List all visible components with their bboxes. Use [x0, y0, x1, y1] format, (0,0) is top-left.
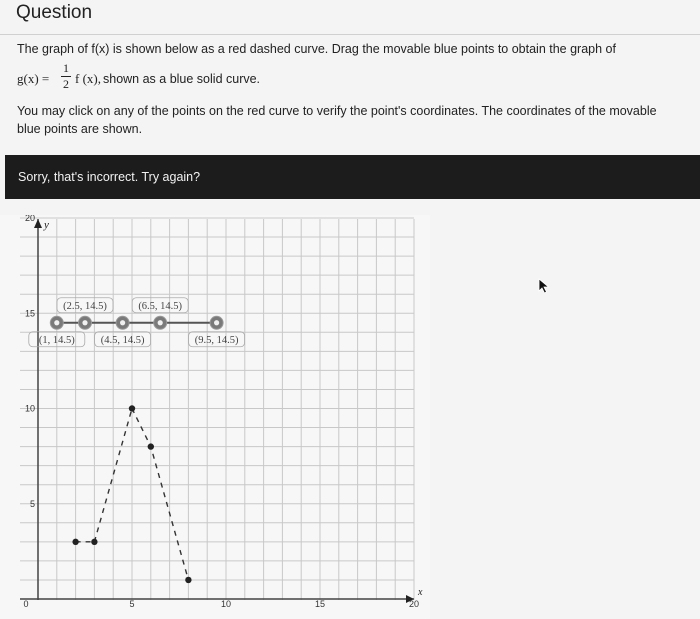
x-tick-label: 5: [129, 599, 135, 609]
red-curve-point[interactable]: [91, 539, 97, 545]
formula-lhs: g(x) =: [17, 71, 50, 86]
graph-canvas[interactable]: [0, 215, 430, 619]
fraction: [61, 62, 71, 91]
red-curve-point[interactable]: [148, 443, 154, 449]
formula-rest: shown as a blue solid curve.: [103, 72, 261, 86]
red-curve-point[interactable]: [129, 405, 135, 411]
prompt-line1: The graph of f(x) is shown below as a red dashed curve. Drag the movable blue points to obtain the graph of: [17, 42, 616, 56]
fraction-numerator: 1: [63, 61, 69, 75]
formula-f: f (x),: [75, 71, 101, 86]
coordinate-label: (2.5, 14.5): [63, 300, 107, 312]
coordinate-label: (9.5, 14.5): [194, 334, 239, 346]
question-header: [0, 0, 700, 35]
x-tick-label: 10: [220, 599, 232, 609]
red-curve-point[interactable]: [72, 539, 78, 545]
fraction-denominator: 2: [63, 77, 69, 91]
coordinate-label: (1, 14.5): [38, 334, 75, 346]
movable-point-center: [120, 320, 125, 325]
feedback-banner: [5, 155, 700, 199]
x-tick-label: 20: [408, 599, 420, 609]
movable-point-center: [54, 320, 59, 325]
y-tick-label: 5: [29, 498, 35, 509]
feedback-message: Sorry, that's incorrect. Try again?: [18, 170, 201, 184]
question-title: Question: [16, 2, 93, 23]
movable-point-center: [158, 320, 163, 325]
movable-point-center: [82, 320, 87, 325]
coordinate-label: (4.5, 14.5): [100, 334, 145, 346]
prompt-paragraph2: You may click on any of the points on the red curve to verify the point's coordinates. The coordinates of the movable blue points are shown.: [17, 104, 657, 137]
y-tick-label: 20: [24, 215, 35, 223]
coordinate-label: (6.5, 14.5): [138, 300, 183, 312]
y-tick-label: 10: [24, 403, 35, 414]
x-axis-label: x: [418, 587, 423, 598]
x-tick-label: 15: [314, 599, 326, 609]
y-axis-label: y: [44, 219, 49, 231]
red-curve-point[interactable]: [185, 577, 191, 583]
x-tick-label: 0: [23, 599, 29, 609]
mouse-cursor-icon: [538, 278, 550, 294]
y-tick-label: 15: [24, 308, 35, 319]
movable-point-center: [214, 320, 219, 325]
